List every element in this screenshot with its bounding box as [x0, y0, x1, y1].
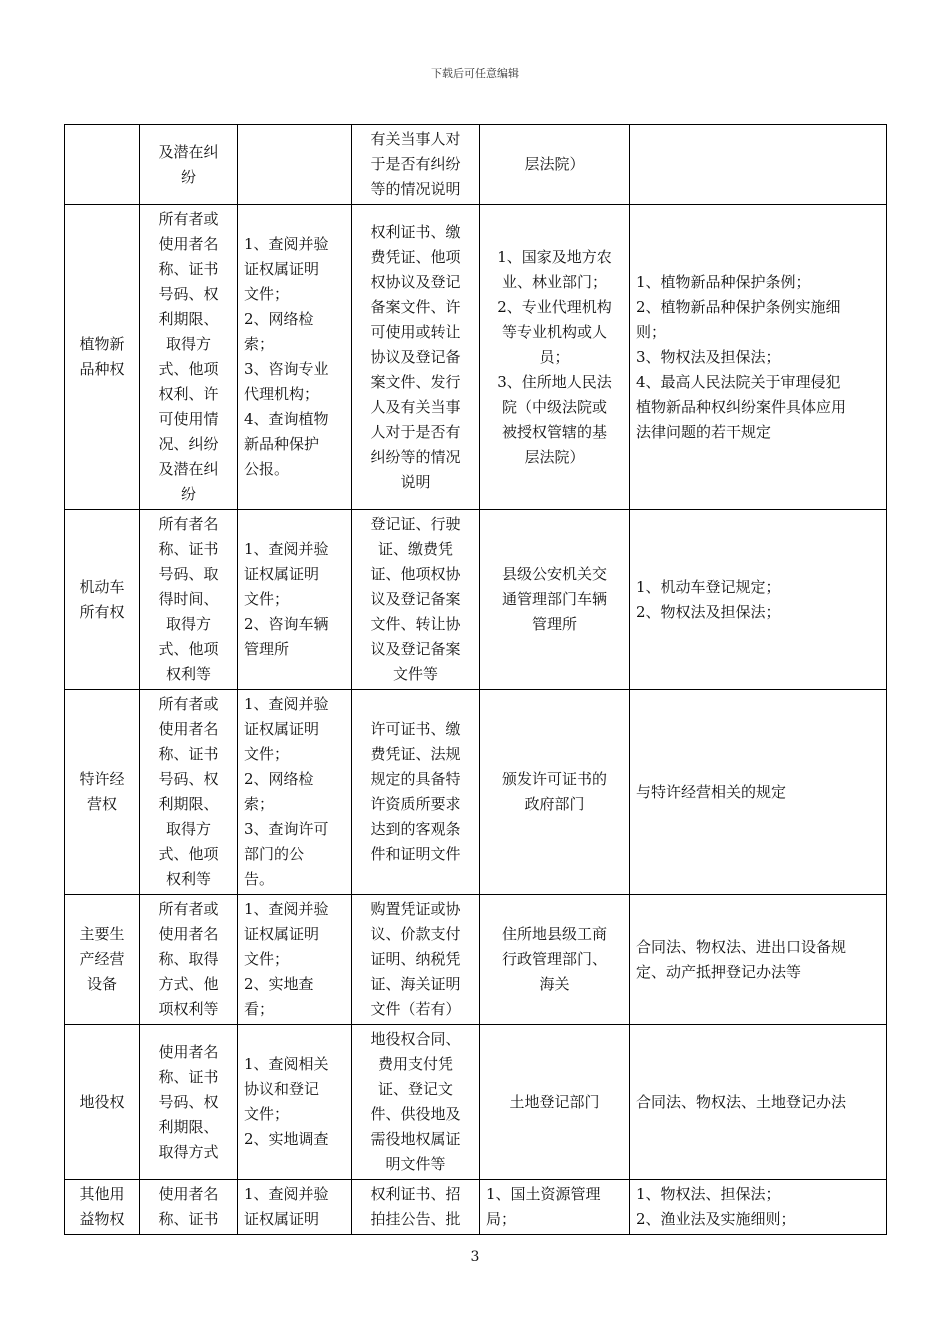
cell-text-line: 2、渔业法及实施细则； [636, 1210, 796, 1228]
cell-text-line: 益物权 [79, 1210, 125, 1228]
cell-evidence [352, 1025, 480, 1180]
cell-asset-type [65, 1180, 140, 1235]
cell-text-line: 则； [636, 322, 667, 341]
cell-check-method [238, 690, 352, 895]
cell-text-line: 于是否有纠纷 [370, 155, 461, 173]
cell-text-line: 合同法、物权法、土地登记办法 [636, 1092, 847, 1111]
cell-check-content [140, 125, 238, 205]
cell-text-line: 4、查询植物 [244, 410, 329, 428]
cell-evidence [352, 1180, 480, 1235]
cell-text-line: 人对于是否有 [370, 422, 461, 441]
cell-text-line: 称、证书 [158, 540, 219, 558]
cell-legal-basis [630, 690, 887, 895]
cell-text-line: 1、查阅相关 [244, 1055, 329, 1073]
cell-text-line: 公报。 [244, 460, 290, 478]
cell-text-line: 况、纠纷 [158, 435, 219, 453]
cell-text-line: 管理所 [531, 615, 577, 633]
cell-text-line: 明文件等 [385, 1155, 446, 1173]
cell-text-line: 1、查阅并验 [244, 900, 329, 918]
cell-text-line: 1、植物新品种保护条例； [636, 272, 811, 291]
cell-text-line: 3、咨询专业 [244, 360, 329, 378]
cell-text-line: 部门的公 [244, 845, 305, 863]
table-row [65, 125, 887, 205]
cell-text-line: 1、查阅并验 [244, 235, 329, 253]
cell-text-line: 住所地县级工商 [501, 925, 607, 943]
cell-text-line: 规定的具备特 [370, 770, 461, 788]
cell-text-line: 费凭证、他项 [370, 247, 461, 266]
cell-check-content [140, 205, 238, 510]
cell-text-line: 证、海关证明 [370, 975, 461, 993]
page-number: 3 [470, 1249, 480, 1265]
cell-text-line: 权利等 [165, 870, 211, 888]
cell-text-line: 式、他项 [158, 360, 219, 378]
cell-text-line: 说明 [400, 472, 431, 491]
cell-authority [480, 510, 630, 690]
cell-text-line: 称、证书 [158, 1067, 219, 1086]
cell-text-line: 证权属证明 [244, 260, 320, 278]
cell-text-line: 1、查阅并验 [244, 695, 329, 713]
cell-legal-basis [630, 510, 887, 690]
cell-text-line: 1、物权法、担保法； [636, 1185, 781, 1203]
cell-text-line: 称、证书 [158, 745, 219, 763]
cell-text-line: 取得方式 [158, 1142, 219, 1161]
cell-text-line: 3、物权法及担保法； [636, 347, 781, 366]
cell-check-content [140, 510, 238, 690]
cell-evidence [352, 690, 480, 895]
cell-text-line: 索； [244, 335, 275, 353]
cell-check-content [140, 690, 238, 895]
table-row [65, 510, 887, 690]
cell-text-line: 海关 [539, 975, 570, 993]
cell-text-line: 费用支付凭 [377, 1055, 453, 1073]
cell-text-line: 定、动产抵押登记办法等 [636, 962, 802, 981]
cell-text-line: 利期限、 [158, 1117, 219, 1136]
cell-text-line: 权协议及登记 [370, 272, 461, 291]
cell-text-line: 局； [486, 1210, 517, 1228]
cell-text-line: 业、林业部门； [501, 272, 607, 291]
cell-text-line: 利期限、 [158, 310, 219, 328]
cell-text-line: 纠纷等的情况 [370, 447, 461, 466]
cell-text-line: 层法院） [524, 447, 585, 466]
cell-text-line: 2、专业代理机构 [497, 297, 612, 316]
cell-text-line: 所有权 [79, 602, 125, 621]
cell-legal-basis [630, 1180, 887, 1235]
cell-check-method [238, 510, 352, 690]
cell-text-line: 新品种保护 [244, 435, 320, 453]
cell-text-line: 议及登记备案 [370, 640, 461, 658]
cell-text-line: 文件（若有） [370, 1000, 461, 1018]
cell-asset-type [65, 205, 140, 510]
cell-text-line: 2、物权法及担保法； [636, 602, 781, 621]
cell-text-line: 院（中级法院或 [501, 397, 607, 416]
cell-text-line: 其他用 [79, 1185, 125, 1203]
cell-legal-basis [630, 1025, 887, 1180]
cell-text-line: 管理所 [244, 640, 290, 658]
cell-text-line: 1、查阅并验 [244, 540, 329, 558]
cell-text-line: 及潜在纠 [158, 142, 219, 161]
cell-text-line: 号码、权 [158, 770, 219, 788]
cell-text-line: 号码、权 [158, 1092, 219, 1111]
cell-authority [480, 1025, 630, 1180]
cell-text-line: 2、网络检 [244, 770, 314, 788]
cell-evidence [352, 125, 480, 205]
cell-text-line: 使用者名 [158, 1185, 219, 1203]
cell-check-method [238, 1180, 352, 1235]
cell-text-line: 许资质所要求 [370, 795, 461, 813]
cell-check-content [140, 895, 238, 1025]
cell-text-line: 可使用或转让 [370, 322, 461, 341]
cell-text-line: 利期限、 [158, 795, 219, 813]
cell-text-line: 颁发许可证书的 [501, 770, 607, 788]
cell-text-line: 拍挂公告、批 [370, 1210, 461, 1228]
cell-evidence [352, 205, 480, 510]
cell-text-line: 2、咨询车辆 [244, 615, 329, 633]
cell-text-line: 需役地权属证 [370, 1130, 461, 1148]
cell-text-line: 被授权管辖的基 [501, 422, 607, 441]
cell-text-line: 取得方 [165, 615, 211, 633]
table-row [65, 205, 887, 510]
cell-text-line: 取得方 [165, 335, 211, 353]
cell-legal-basis [630, 205, 887, 510]
cell-text-line: 看； [244, 1000, 275, 1018]
cell-text-line: 权利、许 [158, 385, 219, 403]
table-row [65, 895, 887, 1025]
cell-text-line: 人及有关当事 [370, 397, 461, 416]
cell-text-line: 式、他项 [158, 845, 219, 863]
cell-authority [480, 895, 630, 1025]
cell-text-line: 权利等 [165, 665, 211, 683]
cell-text-line: 与特许经营相关的规定 [636, 782, 787, 801]
cell-text-line: 及潜在纠 [158, 460, 219, 478]
cell-text-line: 纷 [180, 485, 196, 503]
cell-text-line: 机动车 [79, 577, 125, 596]
cell-text-line: 品种权 [79, 360, 125, 378]
cell-text-line: 议及登记备案 [370, 590, 461, 608]
cell-text-line: 项权利等 [158, 1000, 219, 1018]
cell-text-line: 证权属证明 [244, 925, 320, 943]
cell-text-line: 有关当事人对 [370, 130, 461, 148]
cell-legal-basis [630, 895, 887, 1025]
cell-text-line: 证权属证明 [244, 565, 320, 583]
cell-text-line: 文件； [244, 745, 290, 763]
cell-text-line: 等的情况说明 [370, 180, 461, 198]
cell-text-line: 协议及登记备 [370, 347, 461, 366]
cell-text-line: 文件、转让协 [370, 615, 461, 633]
cell-text-line: 式、他项 [158, 640, 219, 658]
cell-text-line: 件和证明文件 [370, 845, 461, 863]
cell-text-line: 合同法、物权法、进出口设备规 [636, 937, 847, 956]
cell-text-line: 所有者名 [158, 515, 219, 533]
cell-text-line: 取得方 [165, 820, 211, 838]
cell-text-line: 员； [539, 347, 570, 366]
cell-text-line: 1、国家及地方农 [497, 247, 612, 266]
cell-text-line: 2、实地调查 [244, 1130, 329, 1148]
cell-text-line: 称、证书 [158, 1210, 219, 1228]
cell-text-line: 植物新 [79, 335, 125, 353]
cell-text-line: 称、证书 [158, 260, 219, 278]
cell-text-line: 费凭证、法规 [370, 745, 461, 763]
cell-text-line: 土地登记部门 [509, 1092, 600, 1111]
cell-text-line: 协议和登记 [244, 1080, 320, 1098]
cell-text-line: 议、价款支付 [370, 925, 461, 943]
cell-text-line: 所有者或 [158, 210, 219, 228]
cell-text-line: 2、实地查 [244, 975, 314, 993]
cell-text-line: 1、机动车登记规定； [636, 577, 781, 596]
cell-text-line: 1、查阅并验 [244, 1185, 329, 1203]
cell-text-line: 文件； [244, 285, 290, 303]
cell-evidence [352, 510, 480, 690]
cell-text-line: 方式、他 [158, 975, 219, 993]
cell-check-method [238, 205, 352, 510]
cell-asset-type [65, 690, 140, 895]
cell-text-line: 3、住所地人民法 [497, 372, 612, 391]
cell-asset-type [65, 510, 140, 690]
cell-text-line: 号码、取 [158, 565, 219, 583]
cell-asset-type [65, 1025, 140, 1180]
cell-text-line: 地役权 [79, 1092, 125, 1111]
cell-text-line: 植物新品种权纠纷案件具体应用 [636, 397, 847, 416]
table-row [65, 1180, 887, 1235]
cell-text-line: 证、他项权协 [370, 565, 461, 583]
cell-text-line: 设备 [86, 975, 117, 993]
cell-text-line: 地役权合同、 [370, 1030, 461, 1048]
cell-text-line: 所有者或 [158, 695, 219, 713]
cell-text-line: 产经营 [79, 950, 125, 968]
cell-check-method [238, 125, 352, 205]
cell-text-line: 营权 [86, 795, 117, 813]
page-header-note: 下载后可任意编辑 [431, 67, 519, 80]
cell-text-line: 2、植物新品种保护条例实施细 [636, 297, 841, 316]
table-row [65, 1025, 887, 1180]
cell-text-line: 纷 [180, 167, 196, 186]
cell-text-line: 达到的客观条 [370, 820, 461, 838]
cell-text-line: 证权属证明 [244, 1210, 320, 1228]
cell-authority [480, 1180, 630, 1235]
cell-text-line: 特许经 [79, 770, 125, 788]
cell-asset-type [65, 125, 140, 205]
cell-authority [480, 125, 630, 205]
cell-text-line: 证明、纳税凭 [370, 950, 461, 968]
cell-text-line: 文件等 [392, 665, 438, 683]
cell-text-line: 使用者名 [158, 720, 219, 738]
cell-text-line: 文件； [244, 590, 290, 608]
cell-asset-type [65, 895, 140, 1025]
cell-text-line: 号码、权 [158, 285, 219, 303]
cell-text-line: 购置凭证或协 [370, 900, 461, 918]
cell-text-line: 证、登记文 [377, 1080, 453, 1098]
cell-text-line: 登记证、行驶 [370, 515, 461, 533]
cell-text-line: 文件； [244, 1105, 290, 1123]
cell-evidence [352, 895, 480, 1025]
cell-text-line: 3、查询许可 [244, 820, 329, 838]
cell-text-line: 县级公安机关交 [501, 565, 607, 583]
cell-text-line: 等专业机构或人 [501, 322, 607, 341]
cell-text-line: 通管理部门车辆 [501, 590, 607, 608]
cell-text-line: 称、取得 [158, 950, 219, 968]
cell-text-line: 备案文件、许 [370, 297, 461, 316]
cell-text-line: 文件； [244, 950, 290, 968]
cell-text-line: 4、最高人民法院关于审理侵犯 [636, 372, 841, 391]
cell-text-line: 所有者或 [158, 900, 219, 918]
cell-text-line: 证权属证明 [244, 720, 320, 738]
table-row [65, 690, 887, 895]
asset-verification-table [64, 124, 887, 1235]
cell-text-line: 使用者名 [158, 1042, 219, 1061]
cell-text-line: 层法院） [524, 155, 585, 173]
cell-text-line: 2、网络检 [244, 310, 314, 328]
cell-text-line: 使用者名 [158, 235, 219, 253]
cell-text-line: 索； [244, 795, 275, 813]
cell-text-line: 主要生 [79, 925, 125, 943]
cell-text-line: 代理机构； [244, 385, 320, 403]
cell-text-line: 案文件、发行 [370, 372, 461, 391]
cell-text-line: 权利证书、缴 [370, 222, 461, 241]
cell-check-content [140, 1025, 238, 1180]
cell-legal-basis [630, 125, 887, 205]
cell-check-method [238, 895, 352, 1025]
cell-authority [480, 690, 630, 895]
cell-text-line: 得时间、 [158, 590, 219, 608]
cell-text-line: 可使用情 [158, 410, 219, 428]
cell-text-line: 1、国土资源管理 [486, 1185, 601, 1203]
cell-text-line: 权利证书、招 [370, 1185, 461, 1203]
cell-check-content [140, 1180, 238, 1235]
cell-text-line: 使用者名 [158, 925, 219, 943]
cell-authority [480, 205, 630, 510]
cell-text-line: 件、供役地及 [370, 1105, 461, 1123]
cell-text-line: 许可证书、缴 [370, 720, 461, 738]
cell-text-line: 政府部门 [524, 795, 585, 813]
cell-check-method [238, 1025, 352, 1180]
cell-text-line: 行政管理部门、 [501, 950, 607, 968]
cell-text-line: 告。 [244, 870, 275, 888]
cell-text-line: 证、缴费凭 [377, 540, 453, 558]
cell-text-line: 法律问题的若干规定 [636, 422, 772, 441]
